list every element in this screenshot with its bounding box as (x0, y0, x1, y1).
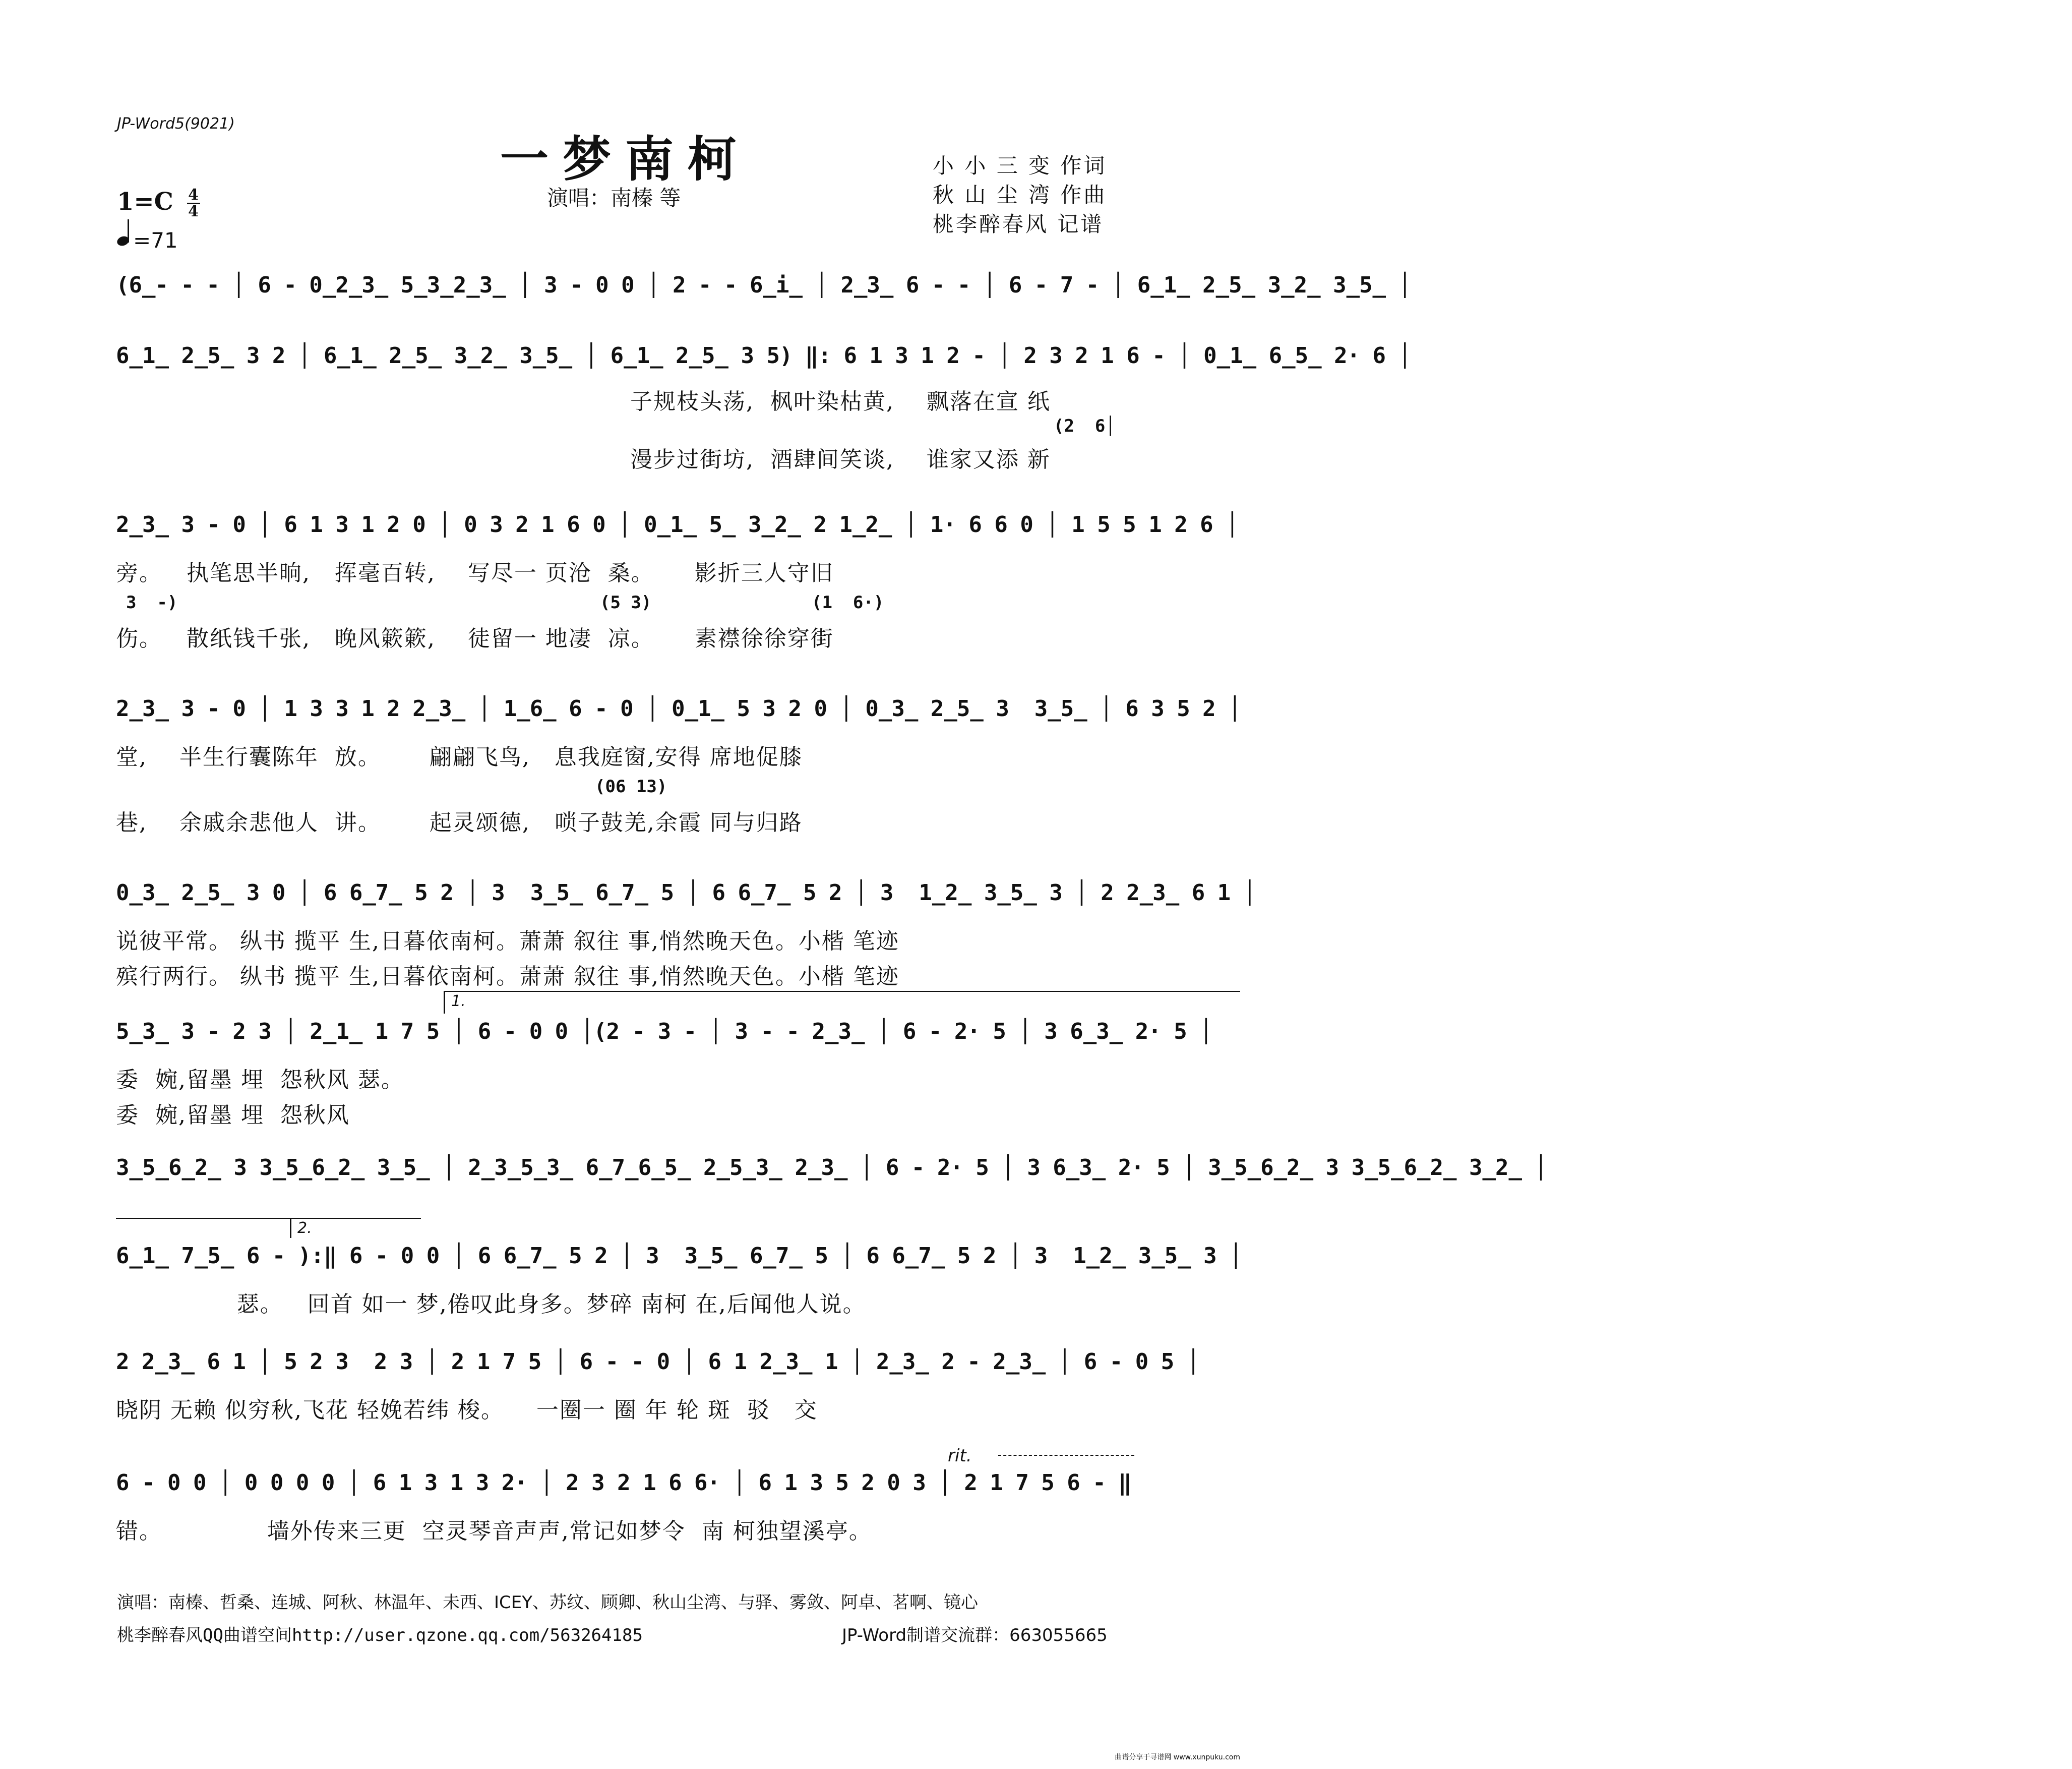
music-line: (6̲- - - │ 6 - 0̲2̲3̲ 5̲3̲2̲3̲ │ 3 - 0 0 │ 2 - - 6̲i̲ │ 2̲3̲ 6 - - │ 6 - 7 - │ 6̲1̲ 2̲5̲ 3̲2̲ 3̲5̲ │ (116, 272, 1412, 298)
lyric-verse-1: 子规枝头荡, 枫叶染枯黄, 飘落在宣 纸 (630, 389, 1051, 415)
music-line: 2̲3̲ 3 - 0 │ 6 1 3 1 2 0 │ 0 3 2 1 6 0 │ 0̲1̲ 5̲ 3̲2̲ 2 1̲2̲ │ 1· 6 6 0 │ 1 5 5 1 2 6 │ (116, 512, 1239, 538)
tempo-marking (117, 224, 178, 253)
music-line: 5̲3̲ 3 - 2 3 │ 2̲1̲ 1 7 5 │ 6 - 0 0 │(2 - 3 - │ 3 - - 2̲3̲ │ 6 - 2· 5 │ 3 6̲3̲ 2· 5 │ (116, 1019, 1212, 1044)
music-line: 6̲1̲ 2̲5̲ 3 2 │ 6̲1̲ 2̲5̲ 3̲2̲ 3̲5̲ │ 6̲1̲ 2̲5̲ 3 5) ‖: 6 1 3 1 2 - │ 2 3 2 1 6 - │ 0̲1̲ 6̲5̲ 2· 6 │ (116, 343, 1412, 369)
lyric-verse-2: 漫步过街坊, 酒肆间笑谈, 谁家又添 新 (630, 447, 1051, 473)
lyric-verse-1: 旁。 执笔思半晌, 挥毫百转, 写尽一 页沧 桑。 影折三人守旧 (116, 560, 834, 586)
time-numerator: 4 (188, 186, 199, 204)
key-signature (117, 188, 200, 219)
lyric-verse-1: 委 婉,留墨 埋 怨秋风 瑟。 (116, 1067, 404, 1093)
page-title: 一梦南柯 (500, 131, 750, 188)
time-denominator: 4 (188, 203, 199, 220)
ritardando-mark: rit. (948, 1446, 972, 1466)
credits (933, 151, 1107, 239)
alt-notes: (1 6·) (812, 593, 884, 613)
lyric-verse-1: 堂, 半生行囊陈年 放。 翩翩飞鸟, 息我庭窗,安得 席地促膝 (116, 744, 803, 770)
volta-label: 1. (451, 992, 466, 1010)
lyricist-credit: 小 小 三 变 作词 (933, 153, 1107, 178)
music-line: 6 - 0 0 │ 0 0 0 0 │ 6 1 3 1 3 2· │ 2 3 2 1 6 6· │ 6 1 3 5 2 0 3 │ 2 1 7 5 6 - ‖ (116, 1470, 1131, 1496)
performers-list: 演唱：南榛、哲桑、连城、阿秋、林温年、未西、ICEY、苏纹、顾卿、秋山尘湾、与驿、雾敛、阿卓、茗啊、镜心 (117, 1593, 979, 1613)
lyric-verse-2: 委 婉,留墨 埋 怨秋风 (116, 1102, 350, 1128)
volta-bracket-1 (444, 991, 1240, 992)
volta-bracket-1-end (116, 1218, 290, 1219)
composer-credit: 秋 山 尘 湾 作曲 (933, 183, 1107, 207)
singer-line: 演唱：南榛 等 (547, 186, 681, 210)
music-line: 6̲1̲ 7̲5̲ 6 - ):‖ 6 - 0 0 │ 6 6̲7̲ 5 2 │ 3 3̲5̲ 6̲7̲ 5 │ 6 6̲7̲ 5 2 │ 3 1̲2̲ 3̲5̲ 3 │ (116, 1243, 1242, 1269)
alt-notes: 3 -) (126, 593, 178, 613)
music-line: 2̲3̲ 3 - 0 │ 1 3 3 1 2 2̲3̲ │ 1̲6̲ 6 - 0 │ 0̲1̲ 5 3 2 0 │ 0̲3̲ 2̲5̲ 3 3̲5̲ │ 6 3 5 2 │ (116, 696, 1241, 722)
time-signature (187, 188, 200, 219)
lyric-verse-1: 瑟。 回首 如一 梦,倦叹此身多。梦碎 南柯 在,后闻他人说。 (116, 1291, 866, 1317)
lyric-verse-1: 晓阴 无赖 似穷秋,飞花 轻娩若纬 梭。 一圈一 圈 年 轮 斑 驳 交 (116, 1397, 818, 1423)
alt-notes: (06 13) (595, 777, 667, 797)
alt-notes: (5 3) (600, 593, 652, 613)
music-line: 3̲5̲6̲2̲ 3 3̲5̲6̲2̲ 3̲5̲ │ 2̲3̲5̲3̲ 6̲7̲6̲5̲ 2̲5̲3̲ 2̲3̲ │ 6 - 2· 5 │ 3 6̲3̲ 2· 5 │ 3̲5̲6̲2̲ 3 3̲5̲6̲2̲ 3̲2̲ │ (116, 1155, 1547, 1181)
tempo-value: =71 (133, 228, 178, 253)
lyric-verse-1: 错。 墙外传来三更 空灵琴音声声,常记如梦令 南 柯独望溪亭。 (116, 1518, 872, 1544)
music-line: 0̲3̲ 2̲5̲ 3 0 │ 6 6̲7̲ 5 2 │ 3 3̲5̲ 6̲7̲ 5 │ 6 6̲7̲ 5 2 │ 3 1̲2̲ 3̲5̲ 3 │ 2 2̲3̲ 6 1 │ (116, 880, 1256, 906)
alt-notes: (2 6│ (1054, 416, 1116, 436)
lyric-verse-2: 殡行两行。 纵书 揽平 生,日暮依南柯。萧萧 叙往 事,悄然晚天色。小楷 笔迹 (116, 964, 899, 989)
lyric-verse-2: 巷, 余戚余悲他人 讲。 起灵颂德, 唢子鼓羌,余霞 同与归路 (116, 810, 803, 836)
watermark: JP-Word5(9021) (117, 115, 235, 133)
transcriber-credit: 桃李醉春风 记谱 (933, 212, 1104, 237)
lyric-verse-2: 伤。 散纸钱千张, 晚风簌簌, 徒留一 地凄 凉。 素襟徐徐穿街 (116, 626, 834, 652)
site-watermark: 曲谱分享于寻谱网 www.xunpuku.com (1115, 1753, 1240, 1761)
music-line: 2 2̲3̲ 6 1 │ 5 2 3 2 3 │ 2 1 7 5 │ 6 - - 0 │ 6 1 2̲3̲ 1 │ 2̲3̲ 2 - 2̲3̲ │ 6 - 0 5 │ (116, 1349, 1200, 1375)
volta-bracket-2 (290, 1218, 421, 1219)
volta-label: 2. (297, 1219, 312, 1237)
group-number: JP-Word制谱交流群：663055665 (842, 1625, 1108, 1645)
lyric-verse-1: 说彼平常。 纵书 揽平 生,日暮依南柯。萧萧 叙往 事,悄然晚天色。小楷 笔迹 (116, 928, 899, 954)
qzone-link[interactable]: 桃李醉春风QQ曲谱空间http://user.qzone.qq.com/563264185 (117, 1625, 643, 1645)
key-label: 1=C (117, 188, 173, 216)
